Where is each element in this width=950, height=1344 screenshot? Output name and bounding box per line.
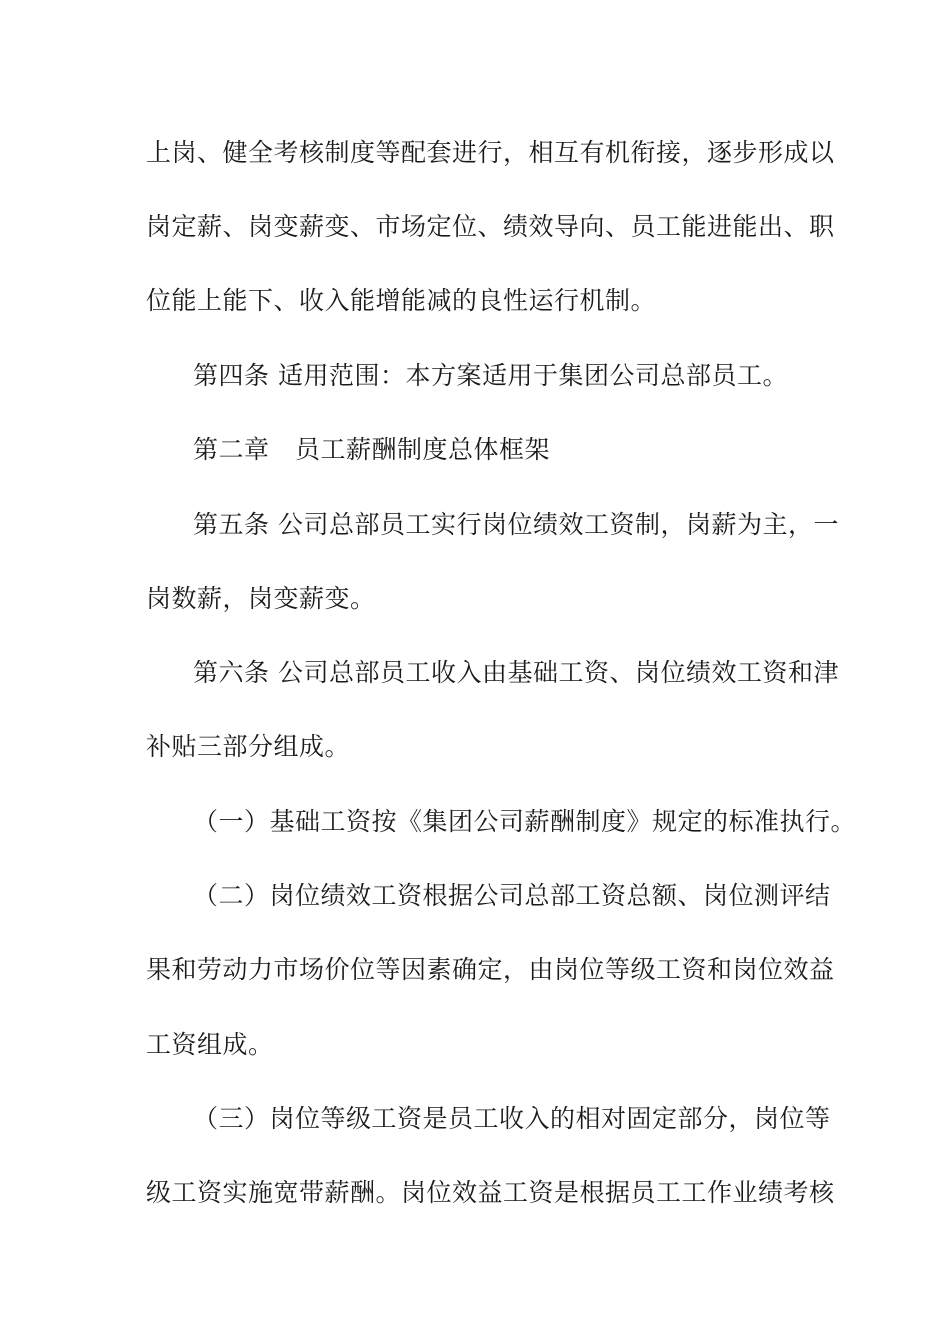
article-5: 第五条 公司总部员工实行岗位绩效工资制，岗薪为主，一 xyxy=(193,510,839,539)
article-6: 第六条 公司总部员工收入由基础工资、岗位绩效工资和津 xyxy=(193,658,839,687)
clause-2: （二）岗位绩效工资根据公司总部工资总额、岗位测评结 xyxy=(193,881,831,910)
clause-1: （一）基础工资按《集团公司薪酬制度》规定的标准执行。 xyxy=(193,807,857,836)
text-line: 工资组成。 xyxy=(146,1030,274,1059)
text-line: 位能上能下、收入能增能减的良性运行机制。 xyxy=(146,286,657,315)
article-4: 第四条 适用范围：本方案适用于集团公司总部员工。 xyxy=(193,361,788,390)
clause-3: （三）岗位等级工资是员工收入的相对固定部分，岗位等 xyxy=(193,1104,831,1133)
text-line: 岗定薪、岗变薪变、市场定位、绩效导向、员工能进能出、职 xyxy=(146,212,835,241)
text-line: 级工资实施宽带薪酬。岗位效益工资是根据员工工作业绩考核 xyxy=(146,1178,835,1207)
text-line: 果和劳动力市场价位等因素确定，由岗位等级工资和岗位效益 xyxy=(146,955,835,984)
chapter-2-heading: 第二章 员工薪酬制度总体框架 xyxy=(193,435,551,464)
text-line: 补贴三部分组成。 xyxy=(146,732,351,761)
text-line: 岗数薪，岗变薪变。 xyxy=(146,584,376,613)
text-line: 上岗、健全考核制度等配套进行，相互有机衔接，逐步形成以 xyxy=(146,138,835,167)
